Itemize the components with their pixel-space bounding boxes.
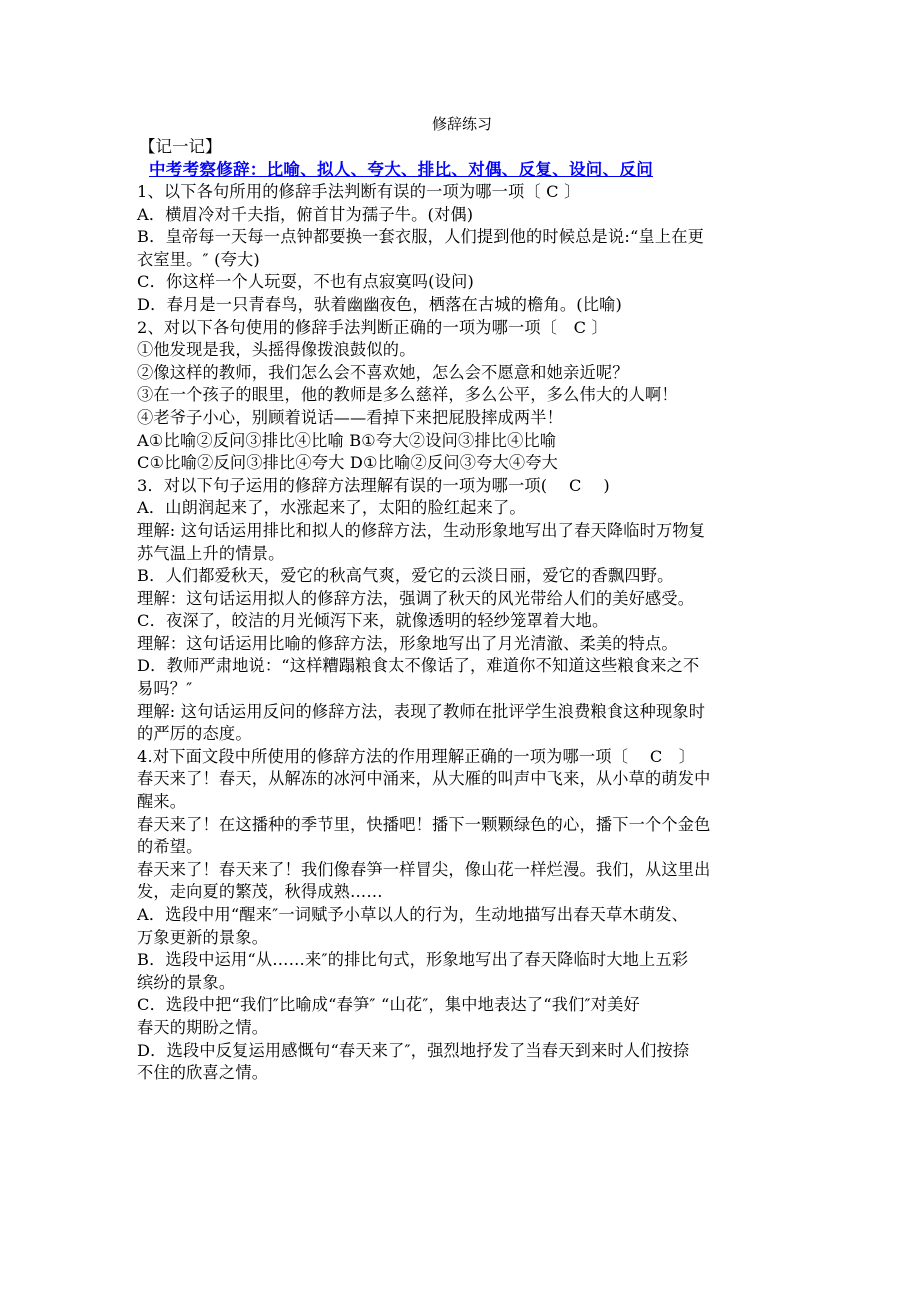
option-line: C．你这样一个人玩耍，不也有点寂寞吗(设问): [137, 272, 474, 292]
text-line: 春天来了！春天，从解冻的冰河中涌来，从大雁的叫声中飞来，从小草的萌发中: [137, 769, 711, 789]
text-line: C．夜深了，皎洁的月光倾泻下来，就像透明的轻纱笼罩着大地。: [137, 611, 609, 631]
text-line: C．选段中把“我们″比喻成“春笋″ “山花″，集中地表达了“我们″对美好: [137, 995, 640, 1015]
text-line: 易吗？″: [137, 679, 193, 699]
sentence-line: ④老爷子小心，别顾着说话——看掉下来把屁股摔成两半！: [137, 407, 564, 427]
text-line: 发，走向夏的繁茂，秋得成熟……: [137, 882, 383, 902]
text-line: 理解：这句话运用拟人的修辞方法，强调了秋天的风光带给人们的美好感受。: [137, 588, 695, 608]
option-line: 衣室里。″ (夸大): [137, 249, 260, 269]
text-line: 不住的欣喜之情。: [137, 1063, 269, 1083]
text-line: 苏气温上升的情景。: [137, 543, 285, 563]
question-4: [137, 746, 787, 1085]
text-line: 理解: 这句话运用排比和拟人的修辞方法，生动形象地写出了春天降临时万物复: [137, 520, 706, 540]
text-line: 春天来了！春天来了！我们像春笋一样冒尖，像山花一样烂漫。我们，从这里出: [137, 859, 711, 879]
text-line: D．选段中反复运用感慨句“春天来了″，强烈地抒发了当春天到来时人们按捺: [137, 1040, 690, 1060]
question-stem: 1、以下各句所用的修辞手法判断有误的一项为哪一项〔 C 〕: [137, 182, 581, 201]
option-line: A．横眉冷对千夫指，俯首甘为孺子牛。(对偶): [137, 204, 474, 224]
question-2: [137, 317, 787, 475]
text-line: A．山朗润起来了，水涨起来了，太阳的脸红起来了。: [137, 498, 526, 518]
text-line: 醒来。: [137, 792, 187, 812]
text-line: A．选段中用“醒来″一词赋予小草以人的行为，生动地描写出春天草木萌发、: [137, 905, 689, 924]
sentence-line: ②像这样的教师，我们怎么会不喜欢她，怎么会不愿意和她亲近呢？: [137, 362, 629, 382]
sentence-line: ③在一个孩子的眼里，他的教师是多么慈祥，多么公平，多么伟大的人啊！: [137, 385, 678, 405]
text-line: 理解：这句话运用比喻的修辞方法，形象地写出了月光清澈、柔美的特点。: [137, 633, 678, 653]
text-line: 春天来了！在这播种的季节里，快播吧！播下一颗颗绿色的心，播下一个个金色: [137, 814, 711, 834]
key-points-link[interactable]: 中考考察修辞：比喻、拟人、夸大、排比、对偶、反复、设问、反问: [149, 160, 653, 179]
question-stem: 3．对以下句子运用的修辞方法理解有误的一项为哪一项( C ): [137, 475, 610, 495]
document-page: [137, 113, 787, 1085]
question-stem: 2、对以下各句使用的修辞手法判断正确的一项为哪一项〔 C 〕: [137, 317, 608, 337]
text-line: 理解: 这句话运用反问的修辞方法，表现了教师在批评学生浪费粮食这种现象时: [137, 701, 706, 721]
text-line: D．教师严肃地说：“这样糟蹋粮食太不像话了，难道你不知道这些粮食来之不: [137, 656, 700, 676]
sentence-line: ①他发现是我，头摇得像拨浪鼓似的。: [137, 340, 416, 360]
text-line: B．选段中运用“从……来″的排比句式，形象地写出了春天降临时大地上五彩: [137, 950, 689, 970]
option-line: C①比喻②反问③排比④夸大 D①比喻②反问③夸大④夸大: [137, 453, 559, 473]
text-line: 缤纷的景象。: [137, 972, 236, 992]
text-line: 的严厉的态度。: [137, 724, 252, 744]
option-line: B．皇帝每一天每一点钟都要换一套衣服，人们提到他的时候总是说:“皇上在更: [137, 227, 705, 247]
question-1: [137, 181, 787, 317]
option-line: A①比喻②反问③排比④比喻 B①夸大②设问③排比④比喻: [137, 430, 557, 450]
option-line: D．春月是一只青春鸟，驮着幽幽夜色，栖落在古城的檐角。(比喻): [137, 294, 623, 314]
document-title: 修辞练习: [431, 115, 492, 133]
section-label: 【记一记】: [139, 137, 222, 156]
question-stem: 4.对下面文段中所使用的修辞方法的作用理解正确的一项为哪一项〔 C 〕: [137, 746, 696, 766]
question-3: [137, 475, 787, 746]
text-line: 春天的期盼之情。: [137, 1017, 269, 1037]
text-line: 万象更新的景象。: [137, 927, 269, 947]
text-line: 的希望。: [137, 837, 203, 857]
text-line: B．人们都爱秋天，爱它的秋高气爽，爱它的云淡日丽，爱它的香飘四野。: [137, 566, 674, 586]
